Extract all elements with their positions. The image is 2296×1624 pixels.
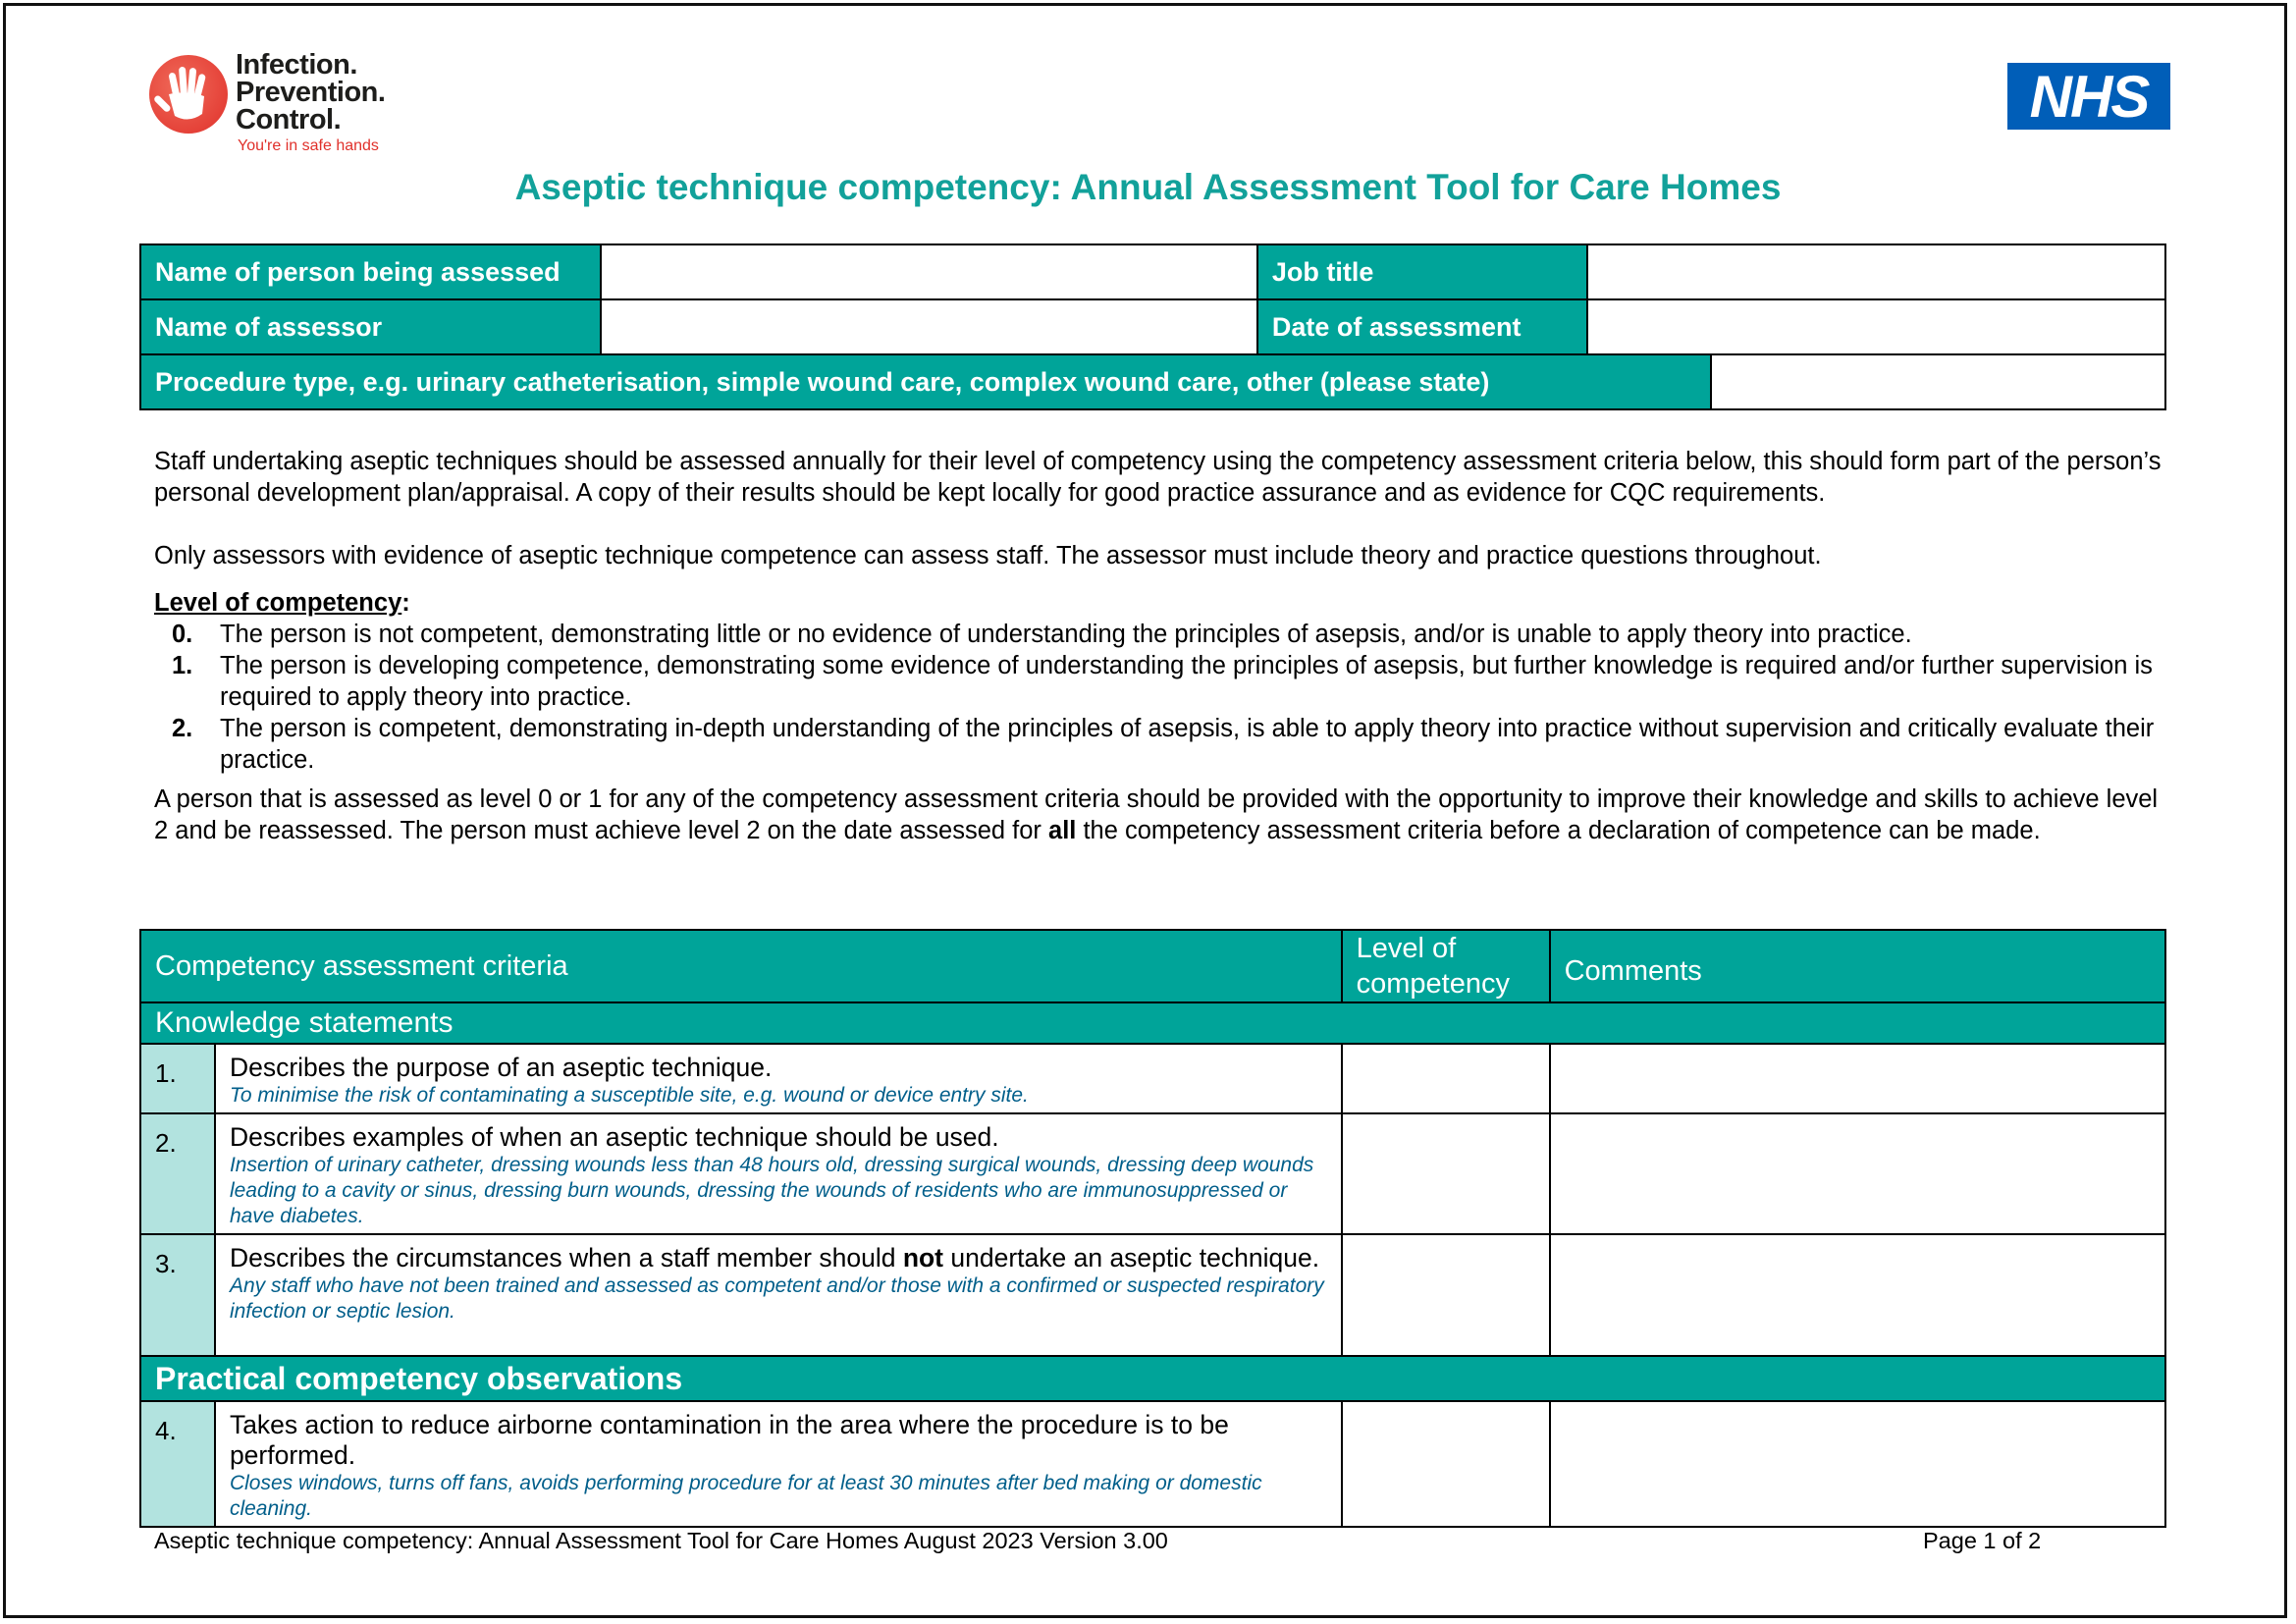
criterion-number: 2. — [140, 1113, 215, 1234]
assessment-info-table — [139, 244, 2166, 410]
criterion-text: Describes examples of when an aseptic technique should be used. — [229, 1122, 999, 1152]
comments-cell[interactable] — [1550, 1113, 2165, 1234]
intro-text — [154, 446, 2166, 846]
job-title-label: Job title — [1257, 244, 1587, 299]
criterion-text: Takes action to reduce airborne contamination in the area where the procedure is to be performed. — [229, 1410, 1229, 1470]
footer-document-info: Aseptic technique competency: Annual Assessment Tool for Care Homes August 2023 Version 3.00 — [154, 1528, 1168, 1553]
knowledge-section-header: Knowledge statements — [140, 1002, 2165, 1044]
procedure-type-label: Procedure type, e.g. urinary catheterisation, simple wound care, complex wound care, other (please state) — [140, 354, 1711, 409]
para3-text: A person that is assessed as level 0 or 1 for any of the competency assessment criteria should be provided with the opportunity to improve their knowledge and skills to achieve level 2 and be reassessed. The person must achieve level 2 on the date assessed for — [154, 785, 2159, 844]
logo-tagline: You're in safe hands — [238, 137, 379, 154]
assessor-name-label: Name of assessor — [140, 299, 601, 354]
job-title-field[interactable] — [1587, 244, 2165, 299]
logo-line-2: Prevention. — [236, 77, 386, 108]
nhs-logo — [2007, 63, 2170, 130]
level-number: 2. — [172, 715, 193, 742]
logo-line-3: Control. — [236, 104, 342, 135]
criterion-example: Closes windows, turns off fans, avoids performing procedure for at least 30 minutes after bed making or domestic cleaning. — [229, 1472, 1262, 1520]
criterion-description — [215, 1401, 1342, 1527]
intro-paragraph-1: Staff undertaking aseptic techniques should be assessed annually for their level of competency using the competency assessment criteria below, this should form part of the person’s personal development plan/appraisal. A copy of their results should be kept locally for good practice assurance and as evidence for CQC requirements. — [154, 448, 2162, 507]
criterion-description — [215, 1113, 1342, 1234]
criterion-text-end: undertake an aseptic technique. — [943, 1243, 1320, 1272]
criterion-text-start: Describes the circumstances when a staff member should — [229, 1243, 903, 1272]
assessment-date-field[interactable] — [1587, 299, 2165, 354]
levels-heading-colon: : — [401, 589, 410, 617]
level-item — [154, 619, 2166, 650]
para3-bold: all — [1048, 817, 1077, 844]
hand-icon — [149, 55, 228, 134]
ipc-logo — [147, 51, 402, 159]
footer-page-number: Page 1 of 2 — [1923, 1528, 2042, 1553]
assessment-date-label: Date of assessment — [1257, 299, 1587, 354]
nhs-logo-text: NHS — [2029, 63, 2149, 130]
level-cell[interactable] — [1342, 1401, 1550, 1527]
level-cell[interactable] — [1342, 1113, 1550, 1234]
criterion-number: 4. — [140, 1401, 215, 1527]
criterion-example: Insertion of urinary catheter, dressing wounds less than 48 hours old, dressing surgical wounds, dressing deep wounds leading to a cavity or sinus, dressing burn wounds, dressing the wounds of residents who are immunosuppressed or have diabetes. — [229, 1154, 1314, 1227]
competency-criteria-table — [139, 929, 2166, 1528]
person-name-label: Name of person being assessed — [140, 244, 601, 299]
logo-line-1: Infection. — [236, 49, 357, 81]
level-text: The person is developing competence, demonstrating some evidence of understanding the principles of asepsis, but further knowledge is required and/or further supervision is required to apply theory into practice. — [220, 652, 2153, 711]
comments-cell[interactable] — [1550, 1401, 2165, 1527]
criterion-text-bold: not — [902, 1243, 944, 1272]
intro-paragraph-2: Only assessors with evidence of aseptic technique competence can assess staff. The assessor must include theory and practice questions throughout. — [154, 542, 1822, 569]
criterion-example: Any staff who have not been trained and assessed as competent and/or those with a confirmed or suspected respiratory infection or septic lesion. — [229, 1274, 1324, 1323]
level-number: 1. — [172, 652, 193, 679]
levels-heading: Level of competency — [154, 589, 402, 617]
criterion-description — [215, 1234, 1342, 1356]
intro-paragraph-3 — [154, 784, 2166, 846]
level-text: The person is competent, demonstrating in-depth understanding of the principles of asepsis, is able to apply theory into practice without supervision and critically evaluate their practice. — [220, 715, 2155, 774]
criterion-text — [230, 1243, 1319, 1272]
criteria-column-header: Competency assessment criteria — [140, 930, 1342, 1002]
level-text: The person is not competent, demonstrating little or no evidence of understanding the principles of asepsis, and/or is unable to apply theory into practice. — [220, 621, 1912, 648]
level-cell[interactable] — [1342, 1234, 1550, 1356]
table-row — [140, 1401, 2165, 1527]
criterion-number: 1. — [140, 1044, 215, 1113]
table-row — [140, 1113, 2165, 1234]
criterion-number: 3. — [140, 1234, 215, 1356]
person-name-field[interactable] — [601, 244, 1257, 299]
page-title: Aseptic technique competency: Annual Assessment Tool for Care Homes — [514, 167, 1782, 207]
level-column-header: Level of competency — [1342, 930, 1550, 1002]
logo-text — [236, 51, 385, 134]
comments-cell[interactable] — [1550, 1234, 2165, 1356]
table-row — [140, 1044, 2165, 1113]
comments-column-header: Comments — [1550, 930, 2165, 1002]
criterion-text: Describes the purpose of an aseptic technique. — [229, 1053, 773, 1082]
level-item — [154, 713, 2166, 776]
level-cell[interactable] — [1342, 1044, 1550, 1113]
para3-text-end: the competency assessment criteria before a declaration of competence can be made. — [1076, 817, 2041, 844]
competency-levels-list — [154, 619, 2166, 776]
criterion-description — [215, 1044, 1342, 1113]
assessor-name-field[interactable] — [601, 299, 1257, 354]
level-item — [154, 650, 2166, 713]
procedure-type-field[interactable] — [1711, 354, 2165, 409]
practical-section-header: Practical competency observations — [140, 1356, 2165, 1401]
table-row — [140, 1234, 2165, 1356]
criterion-example: To minimise the risk of contaminating a susceptible site, e.g. wound or device entry site. — [229, 1084, 1029, 1107]
level-number: 0. — [172, 621, 193, 648]
comments-cell[interactable] — [1550, 1044, 2165, 1113]
